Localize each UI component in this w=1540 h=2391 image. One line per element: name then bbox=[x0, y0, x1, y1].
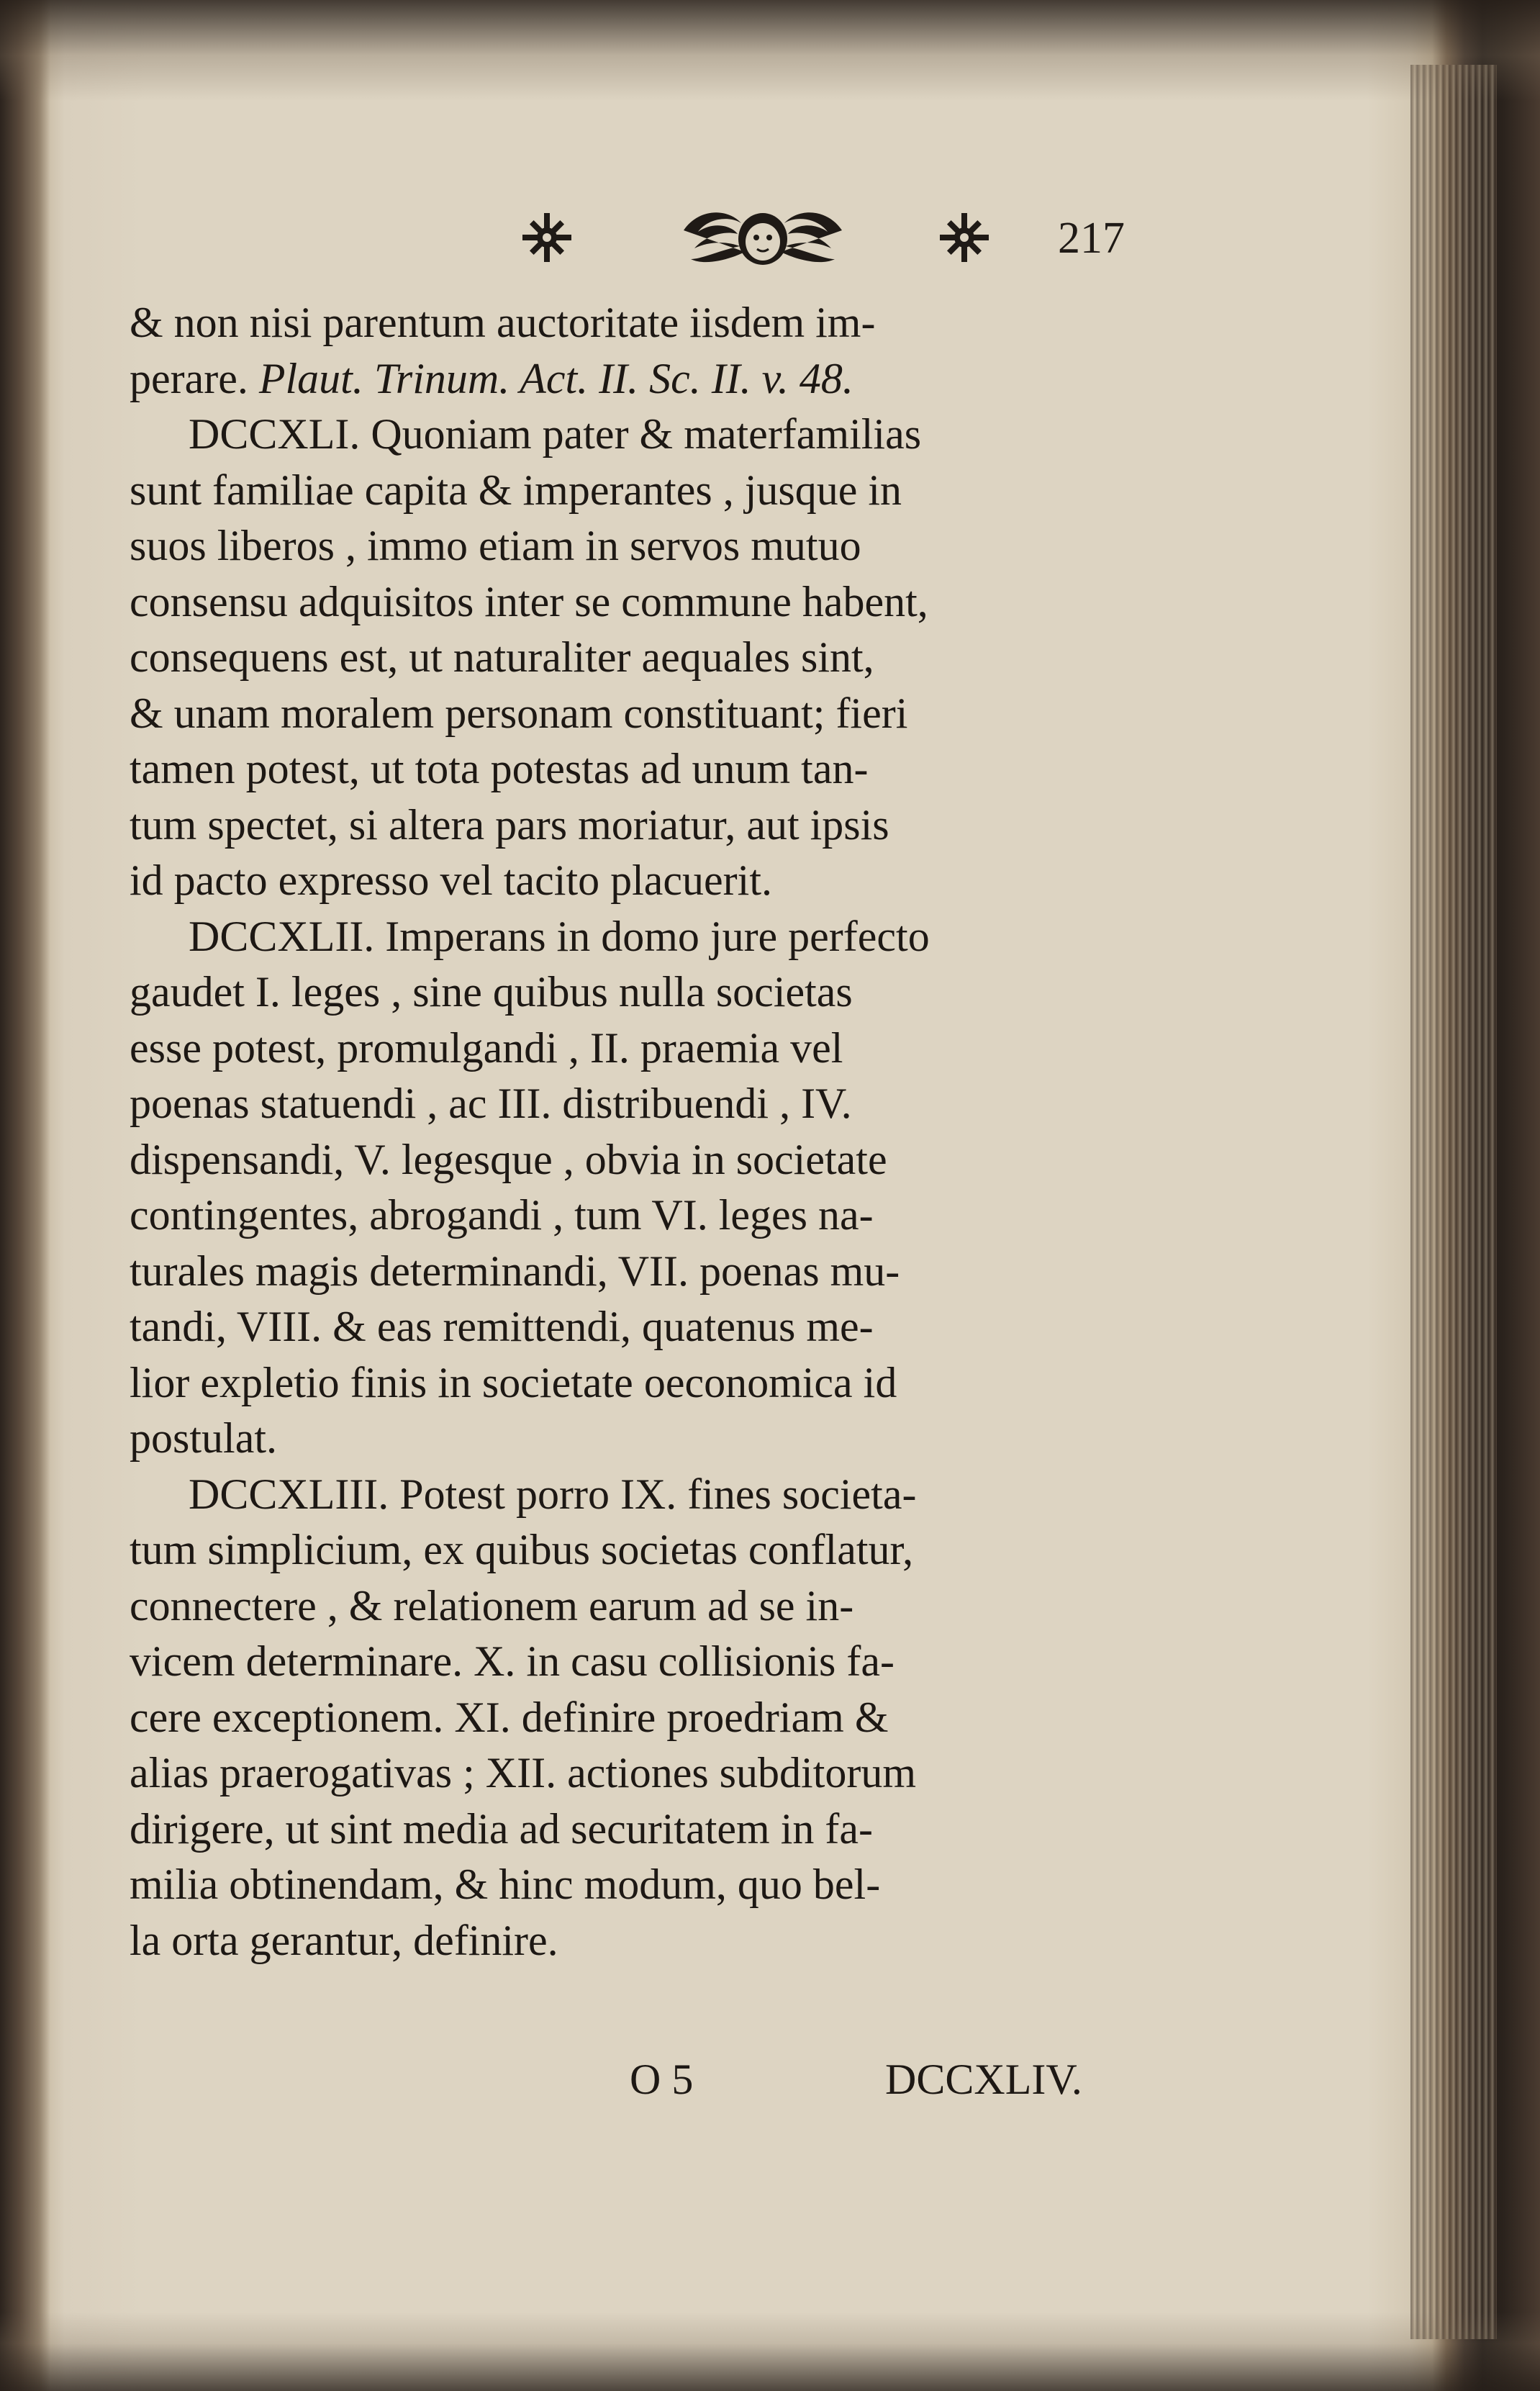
text-line-21: postulat. bbox=[130, 1414, 277, 1462]
text-line-2-lead: perare. bbox=[130, 354, 259, 402]
page-edges bbox=[1410, 65, 1497, 2339]
page-number: 217 bbox=[1058, 214, 1125, 263]
catchword: DCCXLIV. bbox=[885, 2056, 1082, 2103]
text-line-14: esse potest, promulgandi , II. praemia vel bbox=[130, 1023, 843, 1072]
text-line-13: gaudet I. leges , sine quibus nulla societas bbox=[130, 968, 853, 1016]
signature-mark: O 5 bbox=[630, 2056, 694, 2103]
text-line-8: & unam moralem personam constituant; fieri bbox=[130, 689, 908, 737]
text-line-4: sunt familiae capita & imperantes , jusque in bbox=[130, 466, 902, 514]
text-line-9: tamen potest, ut tota potestas ad unum tan- bbox=[130, 745, 869, 792]
text-line-25: vicem determinare. X. in casu collisionis fa- bbox=[130, 1637, 894, 1685]
text-line-5: suos liberos , immo etiam in servos mutuo bbox=[130, 522, 861, 569]
text-line-16: dispensandi, V. legesque , obvia in societate bbox=[130, 1135, 887, 1183]
paragraph-dccxli-start: DCCXLI. Quoniam pater & materfamilias bbox=[189, 410, 922, 458]
text-line-19: tandi, VIII. & eas remittendi, quatenus me- bbox=[130, 1303, 874, 1350]
page-footer bbox=[130, 2055, 1367, 2120]
book-page bbox=[130, 187, 1367, 2120]
winged-cherub-head-ornament-icon bbox=[518, 202, 1036, 274]
book-spine-gutter bbox=[0, 0, 50, 2391]
text-line-29: milia obtinendam, & hinc modum, quo bel- bbox=[130, 1861, 881, 1908]
text-line-27: alias praerogativas ; XII. actiones subditorum bbox=[130, 1749, 917, 1796]
paragraph-dccxliii-start: DCCXLIII. Potest porro IX. fines societa- bbox=[189, 1470, 917, 1518]
text-line-26: cere exceptionem. XI. definire proedriam & bbox=[130, 1693, 889, 1741]
text-line-28: dirigere, ut sint media ad securitatem in fa- bbox=[130, 1804, 873, 1853]
page-header bbox=[130, 187, 1367, 295]
bottom-shadow bbox=[0, 2312, 1540, 2391]
right-star-ornament-icon bbox=[940, 213, 989, 262]
page-body-text bbox=[130, 295, 1367, 1969]
text-line-30: la orta gerantur, definire. bbox=[130, 1916, 558, 1964]
left-star-ornament-icon bbox=[522, 213, 571, 262]
text-line-24: connectere , & relationem earum ad se in- bbox=[130, 1581, 854, 1630]
text-line-17: contingentes, abrogandi , tum VI. leges na- bbox=[130, 1191, 874, 1239]
text-line-15: poenas statuendi , ac III. distribuendi , IV. bbox=[130, 1080, 852, 1127]
text-line-23: tum simplicium, ex quibus societas conflatur, bbox=[130, 1526, 914, 1573]
text-line-6: consensu adquisitos inter se commune habent, bbox=[130, 577, 928, 625]
top-shadow bbox=[0, 0, 1540, 101]
text-line-11: id pacto expresso vel tacito placuerit. bbox=[130, 856, 772, 904]
text-line-7: consequens est, ut naturaliter aequales sint, bbox=[130, 633, 874, 681]
plautus-citation: Plaut. Trinum. Act. II. Sc. II. v. 48. bbox=[258, 354, 853, 402]
text-line-1: & non nisi parentum auctoritate iisdem im- bbox=[130, 299, 876, 346]
cherub-head-icon bbox=[684, 212, 842, 265]
text-line-18: turales magis determinandi, VII. poenas mu- bbox=[130, 1247, 900, 1295]
text-line-2 bbox=[130, 351, 1367, 407]
text-line-10: tum spectet, si altera pars moriatur, aut ipsis bbox=[130, 800, 889, 849]
paragraph-dccxlii-start: DCCXLII. Imperans in domo jure perfecto bbox=[189, 912, 930, 960]
text-line-20: lior expletio finis in societate oeconomica id bbox=[130, 1358, 897, 1406]
